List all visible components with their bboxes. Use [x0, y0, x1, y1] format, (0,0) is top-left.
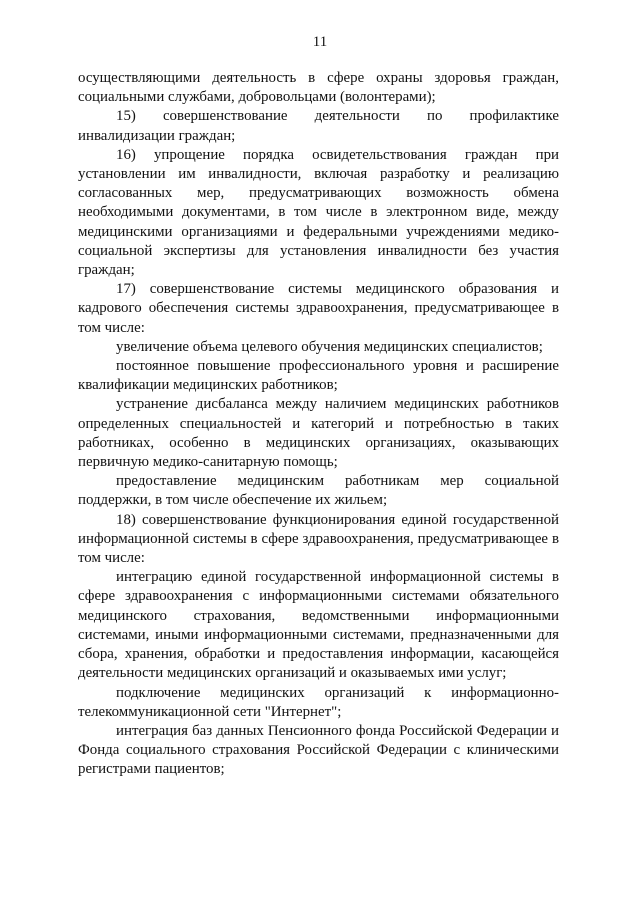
paragraph-subitem-internet: подключение медицинских организаций к информационно-телекоммуникационной сети "Интернет";	[78, 684, 559, 720]
paragraph-continuation: осуществляющими деятельность в сфере охраны здоровья граждан, социальными службами, добровольцами (волонтерами);	[78, 70, 559, 106]
paragraph-subitem-social-support: предоставление медицинским работникам мер социальной поддержки, в том числе обеспечение их жильем;	[78, 473, 559, 509]
paragraph-subitem-qualification: постоянное повышение профессионального уровня и расширение квалификации медицинских работников;	[78, 358, 559, 394]
paragraph-subitem-imbalance: устранение дисбаланса между наличием медицинских работников определенных специальностей и категорий и потребностью в таких работниках, особенно в медицинских организациях, оказывающих первичную медико-санитарную помощь;	[78, 396, 559, 471]
paragraph-subitem-target-training: увеличение объема целевого обучения медицинских специалистов;	[116, 338, 543, 355]
paragraph-subitem-databases: интеграция баз данных Пенсионного фонда Российской Федерации и Фонда социального страхования Российской Федерации с клиническими регистрами пациентов;	[78, 722, 559, 778]
paragraph-item-15: 15) совершенствование деятельности по профилактике инвалидизации граждан;	[78, 108, 559, 144]
paragraph-item-17: 17) совершенствование системы медицинского образования и кадрового обеспечения системы здравоохранения, предусматривающее в том числе:	[78, 281, 559, 336]
document-body	[78, 69, 559, 780]
paragraph-item-18: 18) совершенствование функционирования единой государственной информационной системы в сфере здравоохранения, предусматривающее в том числе:	[78, 511, 559, 567]
paragraph-subitem-integration: интеграцию единой государственной информационной системы в сфере здравоохранения с информационными системами обязательного медицинского страхования, ведомственными информационными системами, иными информационными системами, предназначенными для сбора, хранения, обработки и предоставления информации, касающейся деятельности медицинских организаций и оказываемых ими услуг;	[78, 569, 559, 682]
page-number: 11	[312, 34, 328, 50]
paragraph-item-16: 16) упрощение порядка освидетельствования граждан при установлении им инвалидности, включая разработку и реализацию согласованных мер, предусматривающих возможность обмена необходимыми документами, в том числе в электронном виде, между медицинскими организациями и федеральными учреждениями медико-социальной экспертизы для установления инвалидности без участия граждан;	[78, 146, 559, 279]
